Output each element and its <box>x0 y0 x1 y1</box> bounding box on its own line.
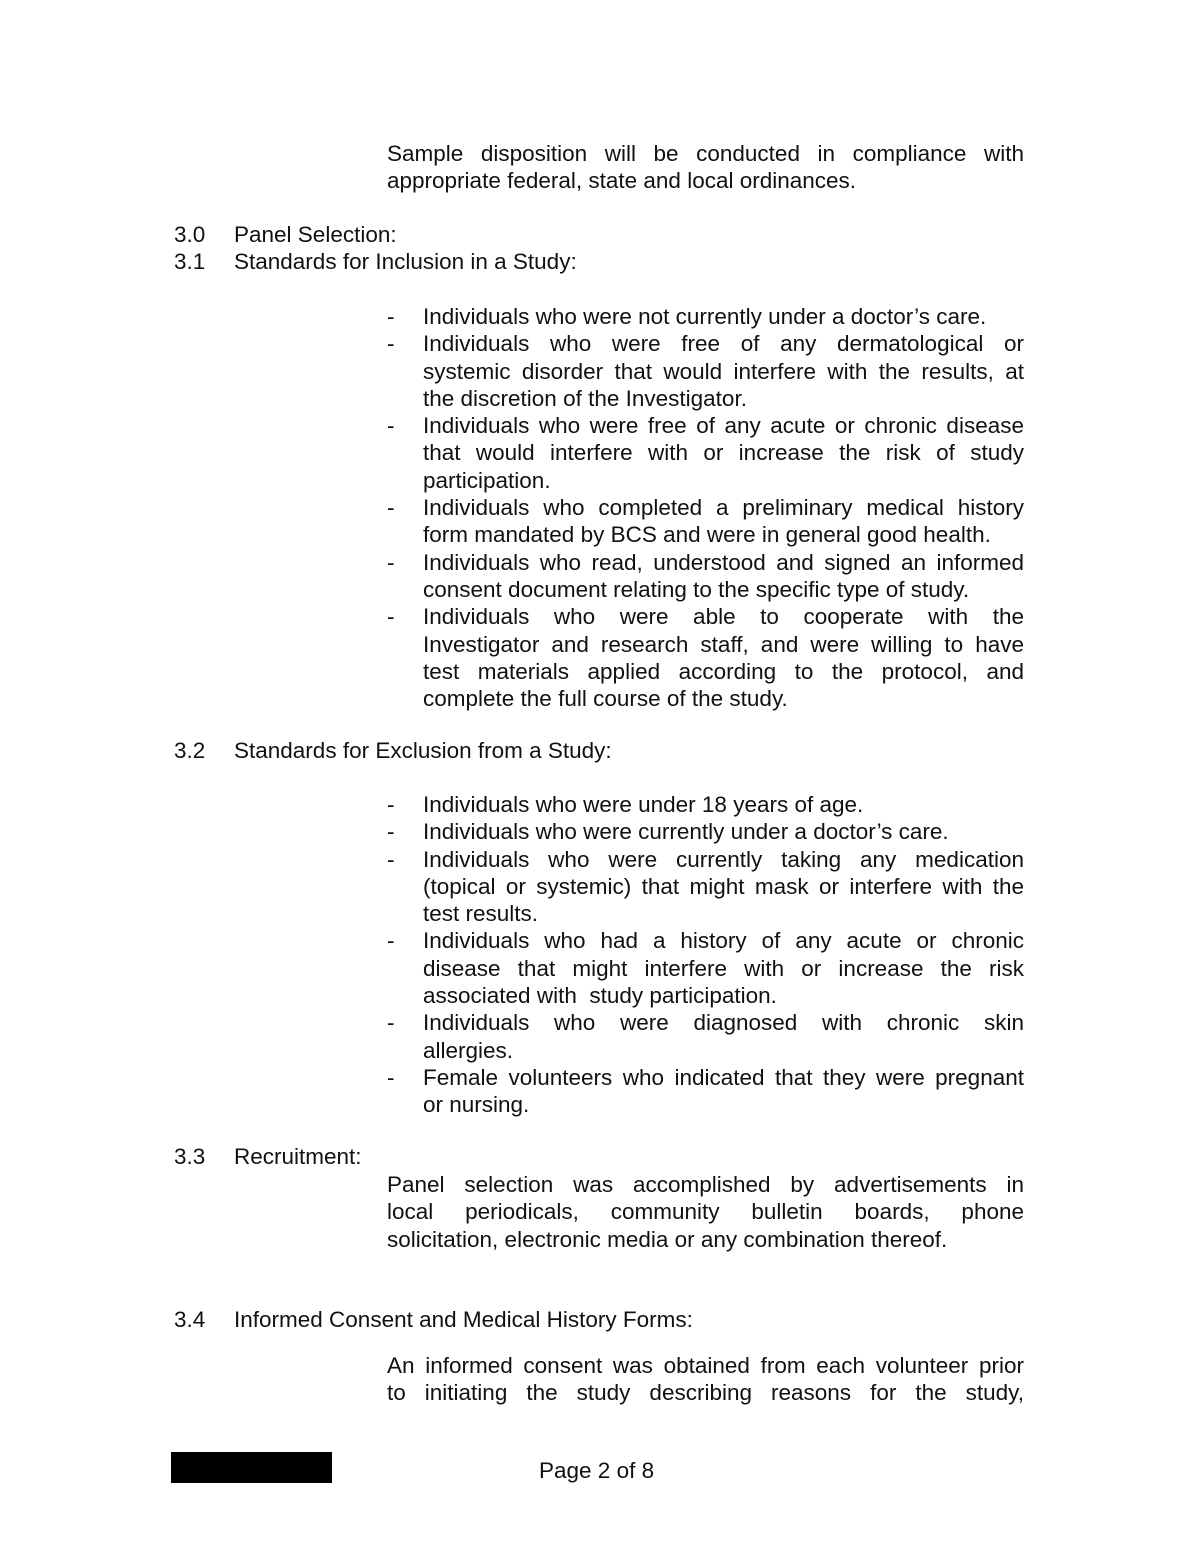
list-item <box>387 303 1024 330</box>
list-item <box>387 1064 1024 1119</box>
dash-bullet: - <box>387 792 395 817</box>
list-item-line: Individuals who were free of any dermatological or <box>423 331 1024 357</box>
dash-bullet: - <box>387 331 395 357</box>
list-item <box>387 603 1024 712</box>
list-item-line: systemic disorder that would interfere with the results, at <box>423 358 1024 384</box>
list-item-line: Individuals who were currently under a doctor’s care. <box>423 819 949 845</box>
list-item-line: Individuals who completed a preliminary medical history <box>423 495 1024 521</box>
list-item <box>387 412 1024 494</box>
list-item <box>387 1009 1024 1064</box>
section-number: 3.0 <box>174 222 206 247</box>
paragraph-line: An informed consent was obtained from each volunteer prior <box>387 1353 1024 1378</box>
paragraph-line: appropriate federal, state and local ordinances. <box>387 168 857 194</box>
recruitment-paragraph <box>387 1171 1024 1253</box>
section-title: Panel Selection: <box>234 222 397 247</box>
section-number: 3.4 <box>174 1307 206 1332</box>
inclusion-criteria-list <box>387 303 1024 712</box>
list-item <box>387 549 1024 604</box>
list-item-line: Individuals who had a history of any acute or chronic <box>423 928 1024 954</box>
list-item-line: consent document relating to the specific type of study. <box>423 576 970 602</box>
list-item-line: participation. <box>423 467 551 493</box>
list-item <box>387 818 1024 845</box>
dash-bullet: - <box>387 819 395 845</box>
list-item-line: Individuals who were free of any acute or chronic disease <box>423 413 1024 439</box>
list-item-line: Individuals who read, understood and signed an informed <box>423 549 1024 575</box>
dash-bullet: - <box>387 413 395 439</box>
list-item-line: test materials applied according to the protocol, and <box>423 658 1024 684</box>
list-item-line: allergies. <box>423 1037 514 1063</box>
dash-bullet: - <box>387 304 395 329</box>
list-item <box>387 330 1024 412</box>
page-number: Page 2 of 8 <box>539 1458 655 1483</box>
paragraph-line: solicitation, electronic media or any combination thereof. <box>387 1226 948 1252</box>
section-title: Standards for Inclusion in a Study: <box>234 249 577 274</box>
list-item-line: form mandated by BCS and were in general good health. <box>423 522 991 548</box>
list-item-line: that would interfere with or increase the risk of study <box>423 440 1024 466</box>
section-title: Standards for Exclusion from a Study: <box>234 738 612 763</box>
list-item-line: (topical or systemic) that might mask or interfere with the <box>423 873 1024 899</box>
list-item-line: disease that might interfere with or increase the risk <box>423 955 1024 981</box>
list-item-line: complete the full course of the study. <box>423 686 788 712</box>
exclusion-criteria-list <box>387 791 1024 1119</box>
section-number: 3.1 <box>174 249 206 274</box>
paragraph-line: local periodicals, community bulletin boards, phone <box>387 1199 1024 1225</box>
list-item-line: Individuals who were not currently under a doctor’s care. <box>423 304 987 329</box>
dash-bullet: - <box>387 604 395 630</box>
list-item-line: associated with study participation. <box>423 983 777 1009</box>
informed-consent-paragraph <box>387 1352 1024 1407</box>
dash-bullet: - <box>387 1010 395 1036</box>
list-item-line: Individuals who were diagnosed with chronic skin <box>423 1010 1024 1036</box>
paragraph-line: Panel selection was accomplished by advertisements in <box>387 1172 1024 1197</box>
list-item-line: Investigator and research staff, and were willing to have <box>423 631 1024 657</box>
section-title: Informed Consent and Medical History Forms: <box>234 1307 693 1332</box>
list-item-line: Individuals who were able to cooperate with the <box>423 604 1024 630</box>
section-number: 3.2 <box>174 738 206 763</box>
dash-bullet: - <box>387 846 395 872</box>
section-title: Recruitment: <box>234 1144 362 1169</box>
list-item <box>387 846 1024 928</box>
dash-bullet: - <box>387 928 395 954</box>
list-item <box>387 791 1024 818</box>
dash-bullet: - <box>387 1064 395 1090</box>
list-item-line: the discretion of the Investigator. <box>423 385 747 411</box>
list-item-line: or nursing. <box>423 1092 530 1118</box>
section-number: 3.3 <box>174 1144 206 1169</box>
intro-paragraph <box>387 140 1024 195</box>
list-item-line: Female volunteers who indicated that they were pregnant <box>423 1064 1024 1090</box>
list-item-line: Individuals who were currently taking any medication <box>423 846 1024 872</box>
paragraph-line: to initiating the study describing reasons for the study, <box>387 1380 1024 1406</box>
dash-bullet: - <box>387 549 395 575</box>
list-item <box>387 927 1024 1009</box>
redaction-box <box>171 1452 332 1483</box>
list-item-line: Individuals who were under 18 years of age. <box>423 792 864 817</box>
paragraph-line: Sample disposition will be conducted in compliance with <box>387 141 1024 166</box>
list-item-line: test results. <box>423 901 539 927</box>
list-item <box>387 494 1024 549</box>
dash-bullet: - <box>387 495 395 521</box>
